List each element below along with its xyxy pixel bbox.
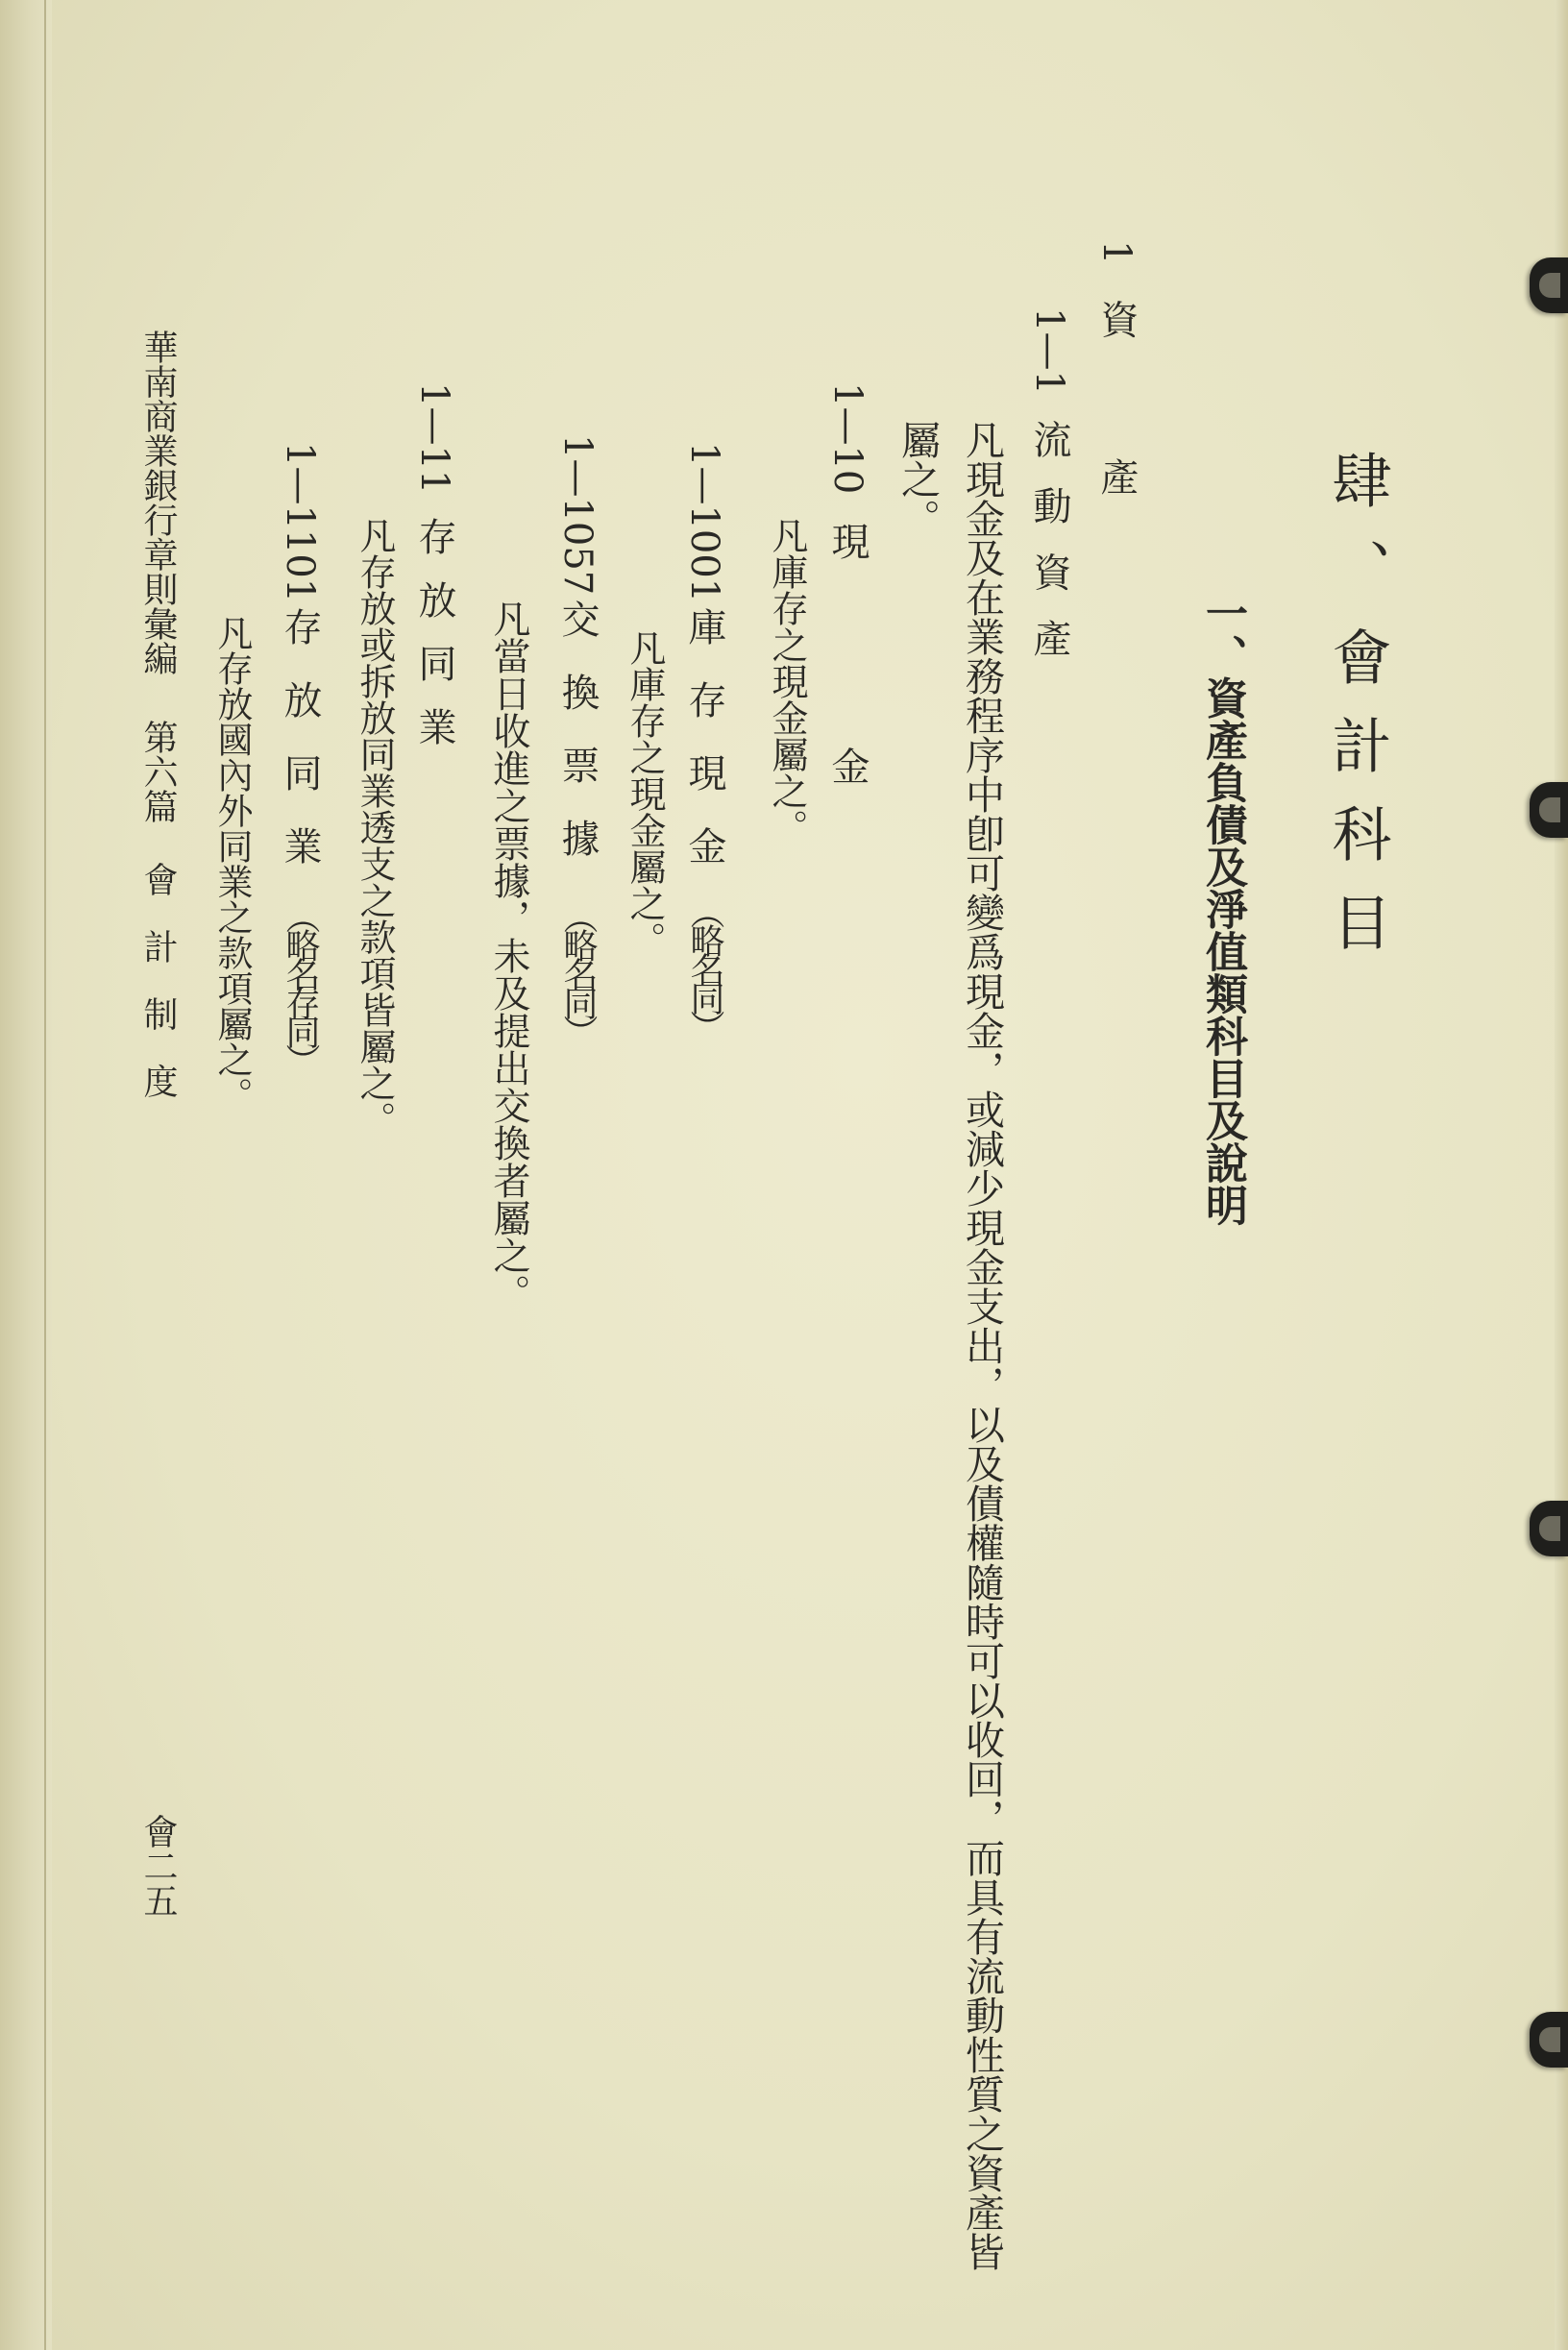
account-description: 凡庫存之現金屬之。 [624,629,666,958]
account-abbreviation-note: （略名同） [558,899,598,1043]
footer-book-title: 華南商業銀行章則彙編 [138,330,178,675]
binding-ring [1530,782,1568,838]
account-code: 1 [1094,240,1139,265]
account-name: 庫存現金 [682,607,726,899]
account-code: 1—11 [412,382,456,495]
account-code: 1—1057 [555,434,600,596]
footer-part: 第六篇 [138,720,178,823]
account-code: 1—1001 [682,442,726,603]
account-name: 流動資產 [1027,420,1071,685]
account-name: 現金 [825,522,870,971]
section-title: 一、資產負債及淨值類科目及說明 [1198,592,1247,1226]
account-abbreviation-note: （略名存同） [281,899,320,1072]
binding-line [44,0,46,2350]
account-description: 凡當日收進之票據，未及提出交換者屬之。 [487,600,530,1311]
binding-ring [1530,1501,1568,1556]
page-right-edge [1555,0,1568,2350]
account-description-continued: 屬之。 [894,420,941,538]
account-name: 存放同業 [412,517,456,771]
account-code: 1—10 [825,382,870,495]
binding-ring [1530,2012,1568,2068]
page-number: 會二五 [138,1814,178,1918]
account-code: 1—1 [1027,307,1071,395]
account-name: 資產 [1094,300,1139,615]
footer-chapter: 會計制度 [138,862,178,1131]
account-abbreviation-note: （略名同） [685,894,724,1039]
account-description: 凡現金及在業務程序中卽可變爲現金，或減少現金支出，以及債權隨時可以收回，而具有流動性質之資產皆 [959,420,1005,2271]
account-name: 存放同業 [278,607,322,899]
chapter-title: 肆、會計科目 [1322,450,1392,980]
account-name: 交換票據 [555,600,600,892]
account-description: 凡存放國內外同業之款項屬之。 [211,615,253,1113]
account-description: 凡庫存之現金屬之。 [766,517,808,845]
account-code: 1—1101 [278,442,322,603]
binding-ring [1530,257,1568,313]
account-description: 凡存放或拆放同業透支之款項皆屬之。 [354,517,396,1138]
